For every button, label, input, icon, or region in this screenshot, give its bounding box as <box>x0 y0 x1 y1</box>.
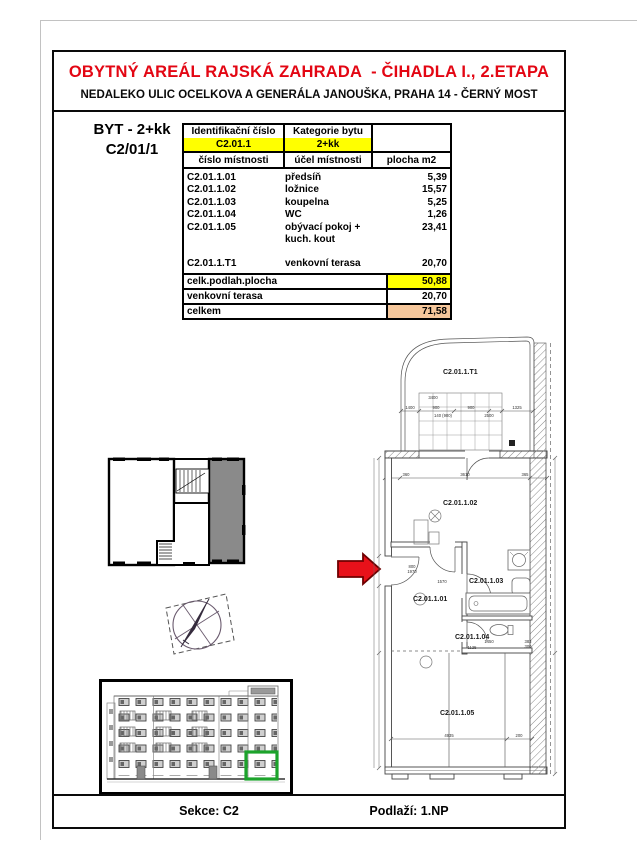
unit-category-value: 2+kk <box>285 138 373 151</box>
dim-text: 200 <box>515 733 523 738</box>
room-label-predsin: C2.01.1.01 <box>413 596 448 603</box>
dim-text: 1570 <box>437 579 447 584</box>
scan-artifact-line-horizontal <box>40 20 637 21</box>
room-area: 15,57 <box>421 184 447 196</box>
dim-text: 300 <box>524 644 532 649</box>
room-purpose: ložnice <box>285 184 319 196</box>
table-id-row <box>184 138 450 151</box>
room-area: 5,39 <box>427 172 447 183</box>
document-sheet <box>52 50 566 829</box>
dim-text: 365 <box>521 472 529 477</box>
building-elevation <box>99 679 293 795</box>
table-row <box>184 258 450 270</box>
footer-section: Sekce: C2 <box>179 804 239 818</box>
unit-code: C2/01/1 <box>105 141 159 158</box>
dim-text: 1325 <box>512 405 522 410</box>
terrace-label: C2.01.1.T1 <box>443 369 478 376</box>
dim-text: 2500 <box>484 413 494 418</box>
column-area: plocha m2 <box>386 154 437 166</box>
unit-name <box>72 120 192 160</box>
apartment-floorplan <box>367 332 567 794</box>
column-room-no: číslo místnosti <box>184 153 285 167</box>
table-row <box>184 184 450 196</box>
room-area: 5,25 <box>427 196 447 208</box>
room-purpose: obývací pokoj + kuch. kout <box>285 221 361 246</box>
dim-text: 1450 <box>484 639 494 644</box>
footer <box>54 794 564 827</box>
footer-floor: Podlaží: 1.NP <box>369 804 449 818</box>
dim-line-top <box>383 472 549 480</box>
col-empty <box>373 125 450 138</box>
bedroom-fixtures <box>414 510 441 668</box>
dim-text: 383 <box>524 639 532 644</box>
room-purpose: předsíň <box>285 172 322 183</box>
blank-row <box>184 246 450 258</box>
terrace <box>399 337 535 458</box>
summary-row-total <box>184 303 450 318</box>
room-label-koupelna: C2.01.1.03 <box>469 578 504 585</box>
dim-text: 140 (900) <box>434 413 452 418</box>
area-table <box>182 123 452 320</box>
room-purpose: venkovní terasa <box>285 258 361 270</box>
elevation-entrance-door <box>209 766 217 779</box>
key-plan <box>97 445 277 577</box>
room-label-wc: C2.01.1.04 <box>455 634 490 641</box>
room-label-loznice: C2.01.1.02 <box>443 500 478 507</box>
room-no: C2.01.1.05 <box>187 221 236 233</box>
table-row <box>184 209 450 221</box>
compass-icon <box>154 588 238 660</box>
elevation-windows <box>115 698 277 776</box>
room-area: 23,41 <box>421 221 447 233</box>
project-title: OBYTNÝ AREÁL RAJSKÁ ZAHRADA - ČIHADLA I., 2.ETAPA <box>68 63 550 81</box>
col-id-label: Identifikační číslo <box>184 125 285 138</box>
keyplan-highlighted-unit <box>209 459 244 563</box>
col-empty <box>373 138 450 151</box>
table-body <box>184 169 450 273</box>
dim-text: 1125 <box>467 645 477 650</box>
room-purpose: koupelna <box>285 196 329 208</box>
col-category-label: Kategorie bytu <box>285 125 373 138</box>
dim-text: 3610 <box>460 472 470 477</box>
summary-value: 71,58 <box>386 305 450 318</box>
dim-text: 800 <box>408 564 416 569</box>
dim-text: 4935 <box>444 733 454 738</box>
project-subtitle: NEDALEKO ULIC OCELKOVA A GENERÁLA JANOUŠKA, PRAHA 14 - ČERNÝ MOST <box>80 89 538 101</box>
summary-label: celkem <box>187 305 221 317</box>
dim-text: 900 <box>467 405 475 410</box>
unit-type: BYT - 2+kk <box>93 121 171 138</box>
room-area: 20,70 <box>421 258 447 270</box>
header <box>54 52 564 112</box>
room-label-obyvaci: C2.01.1.05 <box>440 710 475 717</box>
table-row <box>184 172 450 184</box>
elevation-entrance-door <box>137 766 145 779</box>
room-no: C2.01.1.04 <box>187 209 236 221</box>
room-no: C2.01.1.T1 <box>187 258 237 270</box>
summary-row-terrace <box>184 288 450 303</box>
summary-label: venkovní terasa <box>187 290 263 302</box>
summary-label: celk.podlah.plocha <box>187 275 278 287</box>
table-row <box>184 222 450 247</box>
column-purpose: účel místnosti <box>285 153 373 167</box>
summary-row-floor-area <box>184 273 450 288</box>
table-row <box>184 197 450 209</box>
table-columns-row <box>184 151 450 169</box>
room-area: 1,26 <box>427 209 447 221</box>
room-no: C2.01.1.01 <box>187 172 236 183</box>
dim-text: 900 <box>432 405 440 410</box>
dim-text: 3400 <box>428 395 438 400</box>
summary-value: 20,70 <box>386 290 450 303</box>
table-header-row <box>184 125 450 138</box>
dim-text: 1970 <box>407 569 417 574</box>
scan-artifact-line-vertical <box>40 20 41 840</box>
room-no: C2.01.1.02 <box>187 184 236 196</box>
unit-id-value: C2.01.1 <box>184 138 285 151</box>
elevation-balconies <box>120 711 207 752</box>
room-purpose: WC <box>285 209 302 221</box>
dim-text: 1400 <box>405 405 415 410</box>
room-no: C2.01.1.03 <box>187 196 236 208</box>
dim-text: 360 <box>402 472 410 477</box>
summary-value: 50,88 <box>386 275 450 288</box>
entrance-door <box>391 557 419 585</box>
